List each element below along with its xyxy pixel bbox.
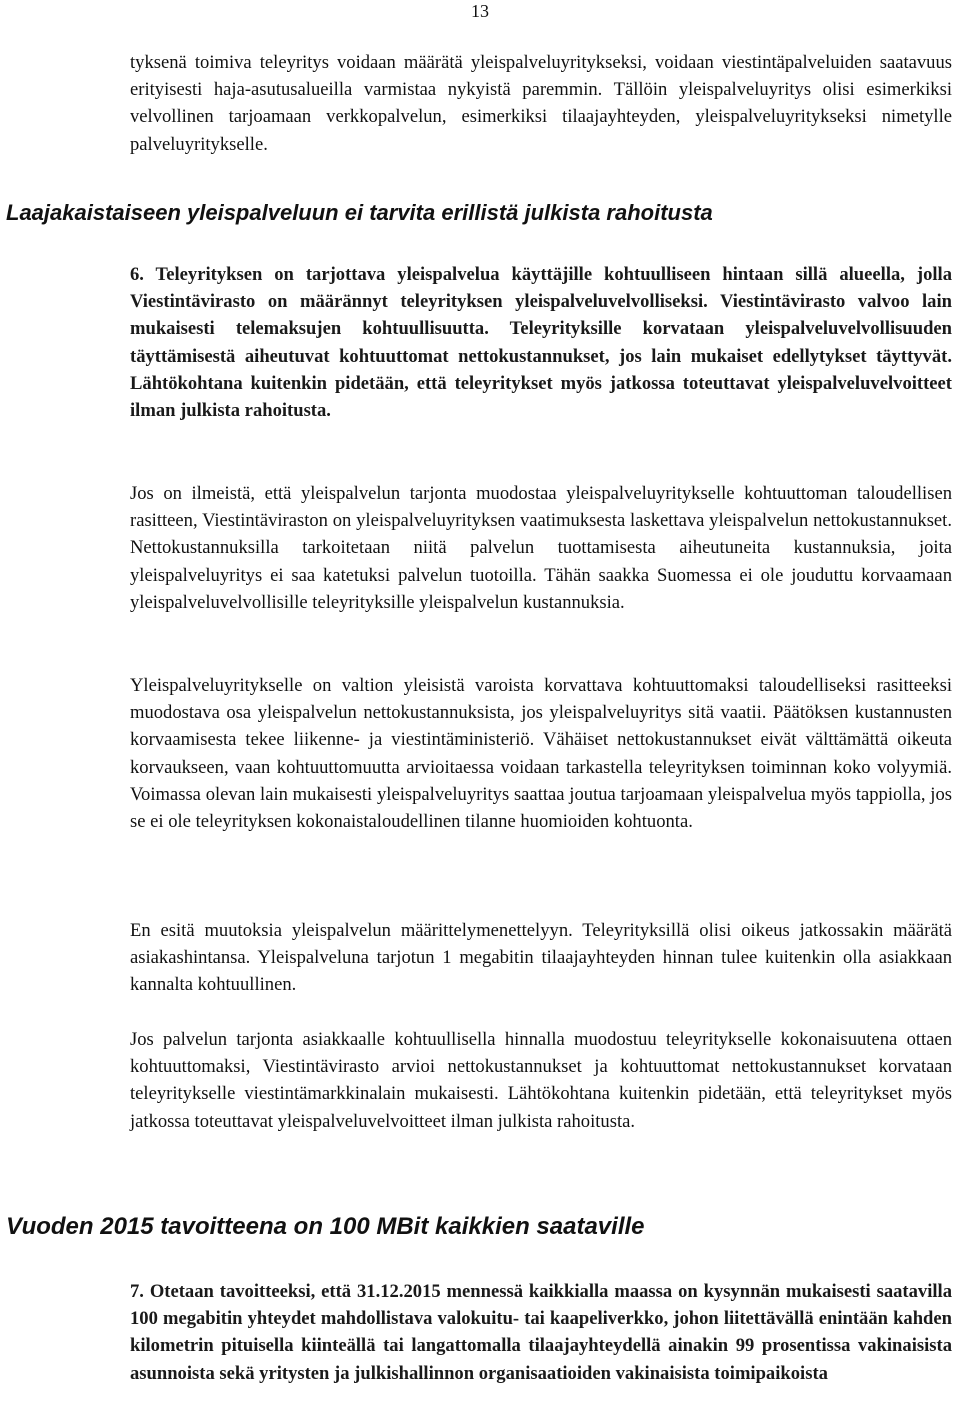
body-paragraph-2: Yleispalveluyritykselle on valtion yleisistä varoista korvattava kohtuuttomaksi taloudelliseksi rasitteeksi muodostava osa yleispalvelun nettokustannuksista, jos yleispalveluyritys sitä vaatii. Päätöksen kustannusten korvaamisesta tekee liikenne- ja viestintäministeriö. Vähäiset nettokustannukset eivät välttämättä oikeuta korvaukseen, vaan kohtuuttomuutta arvioitaessa voidaan tarkastella teleyrityksen toiminnan koko volyymiä. Voimassa olevan lain mukaisesti yleispalveluyritys saattaa joutua tarjoamaan yleispalvelua myös tappiolla, jos se ei ole teleyrityksen kokonaistaloudellinen tilanne huomioiden kohtuonta.: [130, 675, 952, 833]
section-heading-broadband: Laajakaistaiseen yleispalveluun ei tarvita erillistä julkista rahoitusta: [6, 200, 713, 225]
page-number: 13: [471, 1, 489, 21]
proposal-7: 7. Otetaan tavoitteeksi, että 31.12.2015 mennessä kaikkialla maassa on kysynnän mukaisesti saatavilla 100 megabitin yhteydet mahdollistava valokuitu- tai kaapeliverkko, johon liitettävällä enintään kahden kilometrin pituisella kiinteällä tai langattomalla tilaajayhteydellä ainakin 99 prosentissa vakinaisista asunnoista sekä yritysten ja julkishallinnon organisaatioiden vakinaisista toimipaikoista: [130, 1281, 952, 1384]
body-paragraph-3: En esitä muutoksia yleispalvelun määrittelymenettelyyn. Teleyrityksillä olisi oikeus jatkossakin määrätä asiakashintansa. Yleispalveluna tarjotun 1 megabitin tilaajayhteyden hinnan tulee kuitenkin olla asiakkaan kannalta kohtuullinen.: [130, 920, 952, 996]
body-paragraph-1: Jos on ilmeistä, että yleispalvelun tarjonta muodostaa yleispalveluyritykselle kohtuuttoman taloudellisen rasitteen, Viestintäviraston on yleispalveluyrityksen vaatimuksesta laskettava yleispalvelun nettokustannukset. Nettokustannuksilla tarkoitetaan niitä palvelun tuottamisesta aiheutuneita kustannuksia, joita yleispalveluyritys ei saa katetuksi palvelun tuotoilla. Tähän saakka Suomessa ei ole jouduttu korvaamaan yleispalveluvelvollisille teleyrityksille yleispalvelun kustannuksia.: [130, 483, 952, 613]
body-paragraph-4: Jos palvelun tarjonta asiakkaalle kohtuullisella hinnalla muodostuu teleyritykselle kokonaisuutena ottaen kohtuuttomaksi, Viestintävirasto arvioi nettokustannukset ja kohtuuttomat nettokustannukset korvataan teleyritykselle viestintämarkkinalain mukaisesti. Lähtökohtana kuitenkin pidetään, että teleyritykset myös jatkossa toteuttavat yleispalveluvelvoitteet ilman julkista rahoitusta.: [130, 1029, 952, 1132]
intro-paragraph: tyksenä toimiva teleyritys voidaan määrätä yleispalveluyritykseksi, voidaan viestintäpalveluiden saatavuus erityisesti haja-asutusalueilla varmistaa nykyistä paremmin. Tällöin yleispalveluyritys olisi esimerkiksi velvollinen tarjoamaan verkkopalvelun, esimerkiksi tilaajayhteyden, yleispalveluyritykseksi nimetylle palveluyritykselle.: [130, 52, 952, 155]
section-heading-2015-target: Vuoden 2015 tavoitteena on 100 MBit kaikkien saataville: [6, 1213, 645, 1240]
proposal-6: 6. Teleyrityksen on tarjottava yleispalvelua käyttäjille kohtuulliseen hintaan sillä alueella, jolla Viestintävirasto on määrännyt teleyrityksen yleispalveluvelvolliseksi. Viestintävirasto valvoo lain mukaisesti telemaksujen kohtuullisuutta. Teleyrityksille korvataan yleispalveluvelvollisuuden täyttämisestä aiheutuvat kohtuuttomat nettokustannukset, jos lain mukaiset edellytykset täyttyvät. Lähtökohtana kuitenkin pidetään, että teleyritykset myös jatkossa toteuttavat yleispalveluvelvoitteet ilman julkista rahoitusta.: [130, 264, 952, 422]
